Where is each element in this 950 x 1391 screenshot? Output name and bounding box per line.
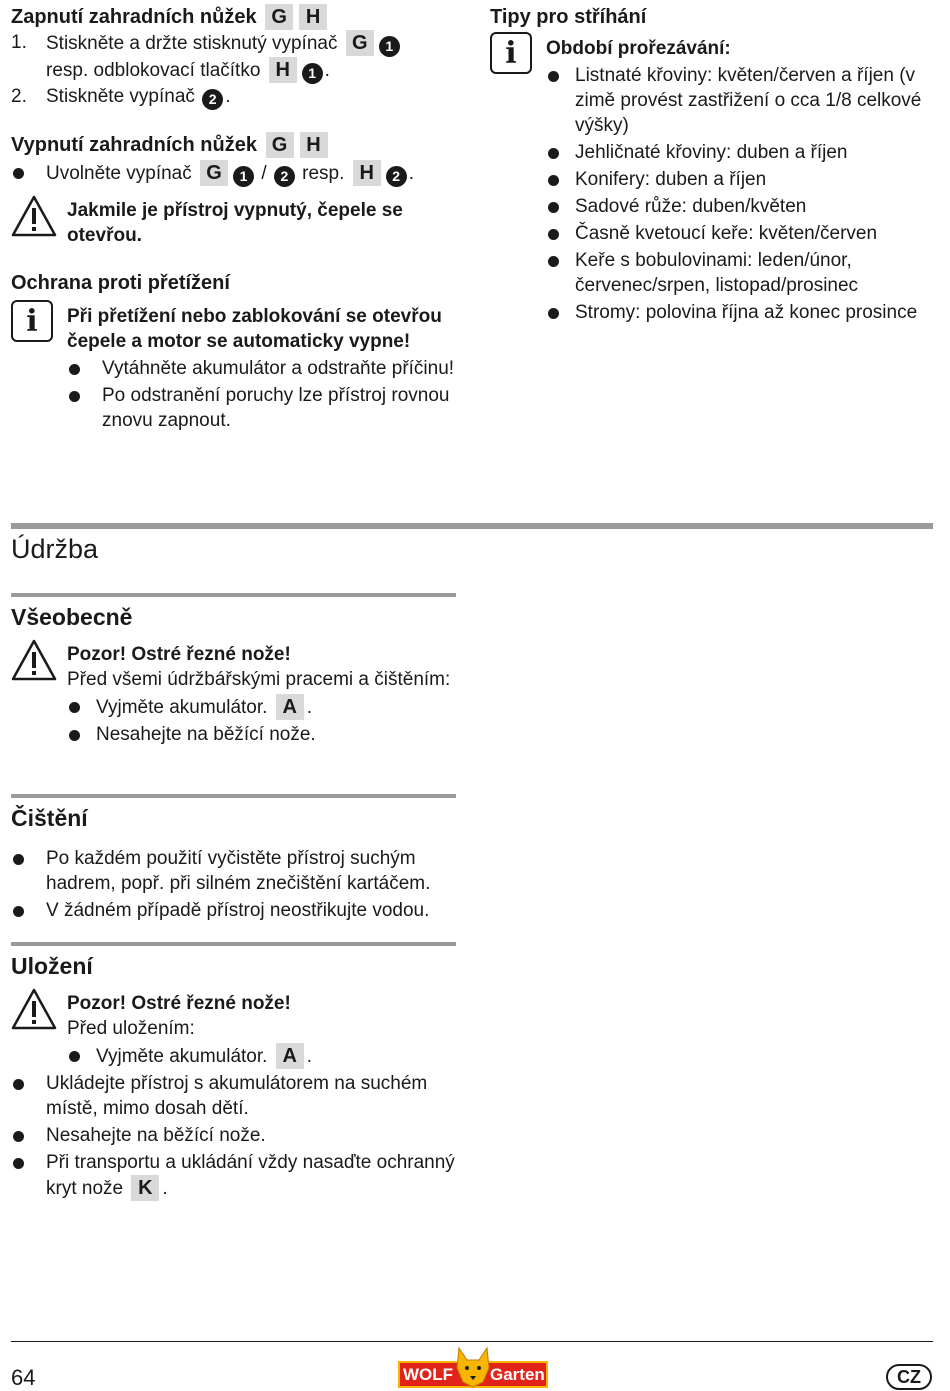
bullet-icon (67, 722, 96, 747)
bullet-icon (67, 356, 102, 381)
footer-rule (11, 1341, 933, 1342)
number-2-icon: 2 (274, 166, 295, 187)
figure-tag-g: G (266, 132, 294, 158)
bullet-icon (67, 694, 96, 720)
figure-tag-k: K (131, 1175, 159, 1201)
list-item: Vyjměte akumulátor. A . (67, 1043, 312, 1069)
left-column (11, 4, 456, 433)
number-2-icon: 2 (202, 89, 223, 110)
storage-heading: Uložení (11, 953, 93, 979)
list-item: Listnaté křoviny: květen/červen a říjen (v zimě provést zastřižení o cca 1/8 celkové výšky) (546, 63, 936, 138)
step-1: 1. Stiskněte a držte stisknutý vypínač G 1 resp. odblokovací tlačítko H 1 . (11, 30, 456, 84)
list-item: Nesahejte na běžící nože. (67, 722, 450, 747)
tips-heading: Tipy pro stříhání (490, 6, 647, 28)
general-section (11, 593, 456, 747)
figure-tag-h: H (299, 4, 327, 30)
list-item: Po každém použití vyčistěte přístroj suchým hadrem, popř. při silném znečištění kartáčem. (11, 846, 456, 896)
warning-note: Pozor! Ostré řezné nože! Před uložením: Vyjměte akumulátor. A . (11, 988, 456, 1069)
storage-section (11, 942, 456, 1201)
figure-tag-h: H (300, 132, 328, 158)
country-badge: CZ (886, 1364, 932, 1390)
list-item: Sadové růže: duben/květen (546, 194, 936, 219)
list-item: Nesahejte na běžící nože. (11, 1123, 456, 1148)
cleaning-section (11, 794, 456, 923)
switch-off-heading: Vypnutí zahradních nůžek G H (11, 132, 456, 158)
list-item: Jehličnaté křoviny: duben a říjen (546, 140, 936, 165)
bullet-icon (11, 898, 46, 923)
warning-note: Jakmile je přístroj vypnutý, čepele se otevřou. (11, 195, 456, 248)
bullet-icon (11, 1123, 46, 1148)
subsection-divider (11, 794, 456, 798)
wolf-garten-logo: WOLF Garten (398, 1346, 548, 1390)
figure-tag-g: G (200, 160, 228, 186)
number-1-icon: 1 (233, 166, 254, 187)
bullet-icon (11, 1071, 46, 1121)
warning-note: Pozor! Ostré řezné nože! Před všemi údržbářskými pracemi a čištěním: Vyjměte akumulátor. A . Nesahejte na běžící nože. (11, 639, 456, 747)
info-icon: i (11, 300, 53, 342)
maintenance-heading: Údržba (11, 534, 99, 564)
bullet-icon (546, 140, 575, 165)
general-heading: Všeobecně (11, 604, 133, 630)
number-2-icon: 2 (386, 166, 407, 187)
bullet-icon (67, 1043, 96, 1069)
warning-icon (11, 988, 67, 1069)
list-item: V žádném případě přístroj neostřikujte vodou. (11, 898, 456, 923)
page-number: 64 (11, 1365, 36, 1390)
figure-tag-g: G (346, 30, 374, 56)
figure-tag-a: A (276, 1043, 304, 1069)
number-1-icon: 1 (302, 63, 323, 84)
bullet-icon (11, 846, 46, 896)
list-item: Uvolněte vypínač G 1 / 2 resp. H 2 . (11, 160, 456, 187)
number-1-icon: 1 (379, 36, 400, 57)
figure-tag-h: H (269, 57, 297, 83)
bullet-icon (546, 300, 575, 325)
wolf-head-icon (453, 1346, 493, 1388)
list-item: Konifery: duben a říjen (546, 167, 936, 192)
list-item: Po odstranění poruchy lze přístroj rovnou znovu zapnout. (67, 383, 456, 433)
bullet-icon (11, 160, 46, 187)
figure-tag-a: A (276, 694, 304, 720)
list-item: Časně kvetoucí keře: květen/červen (546, 221, 936, 246)
bullet-icon (546, 167, 575, 192)
overload-heading: Ochrana proti přetížení (11, 272, 230, 294)
bullet-icon (546, 63, 575, 138)
list-item: Ukládejte přístroj s akumulátorem na suchém místě, mimo dosah dětí. (11, 1071, 456, 1121)
right-column (490, 4, 940, 325)
bullet-icon (546, 248, 575, 298)
bullet-icon (546, 221, 575, 246)
section-divider (11, 523, 933, 529)
list-item: Vyjměte akumulátor. A . (67, 694, 450, 720)
info-icon: i (490, 32, 532, 74)
list-item: Vytáhněte akumulátor a odstraňte příčinu! (67, 356, 456, 381)
bullet-icon (546, 194, 575, 219)
subsection-divider (11, 942, 456, 946)
list-item: Stromy: polovina října až konec prosince (546, 300, 936, 325)
step-2: 2. Stiskněte vypínač 2 . (11, 84, 456, 110)
figure-tag-g: G (265, 4, 293, 30)
figure-tag-h: H (353, 160, 381, 186)
info-note: i Při přetížení nebo zablokování se otevřou čepele a motor se automaticky vypne! Vytáhněte akumulátor a odstraňte příčinu! Po odstranění poruchy lze přístroj rovnou znovu zapnout. (11, 300, 456, 433)
list-item: Při transportu a ukládání vždy nasaďte ochranný kryt nože K . (11, 1150, 456, 1201)
switch-on-heading: Zapnutí zahradních nůžek G H (11, 4, 456, 30)
subsection-divider (11, 593, 456, 597)
list-item: Keře s bobulovinami: leden/únor, červenec/srpen, listopad/prosinec (546, 248, 936, 298)
bullet-icon (11, 1150, 46, 1201)
cleaning-heading: Čištění (11, 805, 88, 831)
bullet-icon (67, 383, 102, 433)
warning-icon (11, 639, 67, 747)
info-note: i Období prořezávání: Listnaté křoviny: květen/červen a říjen (v zimě provést zastřižení o cca 1/8 celkové výšky) Jehličnaté křoviny: duben a říjen Konifery: duben a říjen Sadové růže: duben/květen Časně kvetoucí keře: květen/červen Keře s bobulovinami: leden/únor, červenec/srpen, listopad/prosinec Stromy: polovina října až konec prosince (490, 32, 940, 325)
warning-icon (11, 195, 67, 248)
